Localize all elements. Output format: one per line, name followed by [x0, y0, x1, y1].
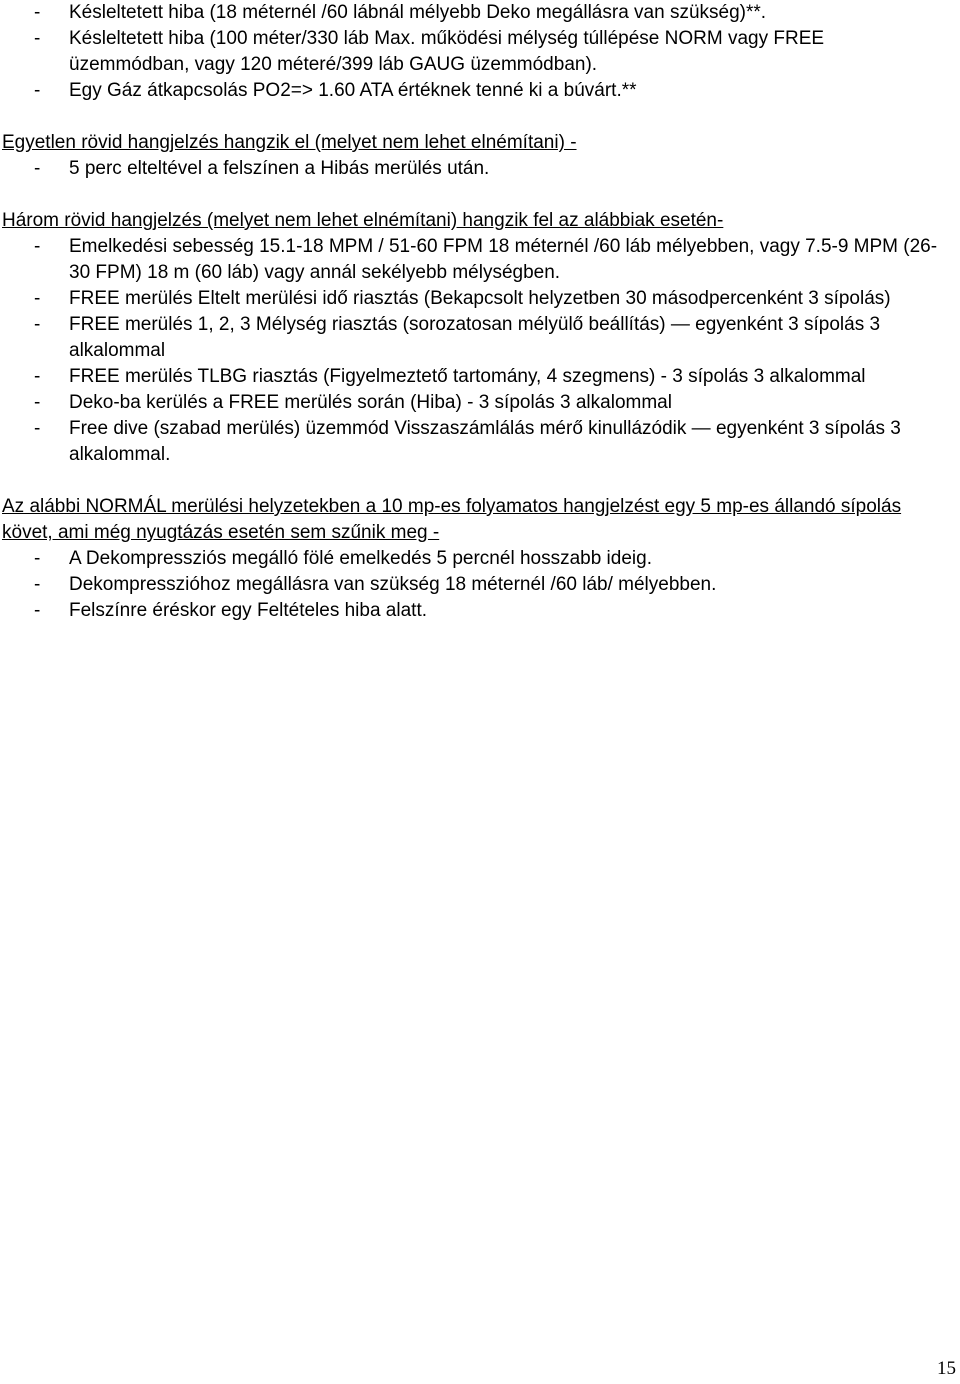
list-item: - FREE merülés TLBG riasztás (Figyelmeztető tartomány, 4 szegmens) - 3 sípolás 3 alkalommal [0, 364, 940, 390]
list-item: - FREE merülés Eltelt merülési idő riasztás (Bekapcsolt helyzetben 30 másodpercenként 3 sípolás) [0, 286, 940, 312]
list-item: - 5 perc elteltével a felszínen a Hibás merülés után. [0, 156, 940, 182]
list-item: - Felszínre éréskor egy Feltételes hiba alatt. [0, 598, 940, 624]
list-item: - Dekompresszióhoz megállásra van szükség 18 méternél /60 láb/ mélyebben. [0, 572, 940, 598]
normal-situations-heading: Az alábbi NORMÁL merülési helyzetekben a 10 mp-es folyamatos hangjelzést egy 5 mp-es állandó sípolás követ, ami még nyugtázás esetén sem szűnik meg - [2, 496, 902, 543]
list-item: - A Dekompressziós megálló fölé emelkedés 5 percnél hosszabb ideig. [0, 546, 940, 572]
list-item: - Késleltetett hiba (18 méternél /60 lábnál mélyebb Deko megállásra van szükség)**. [0, 0, 940, 26]
page-number: 15 [937, 1358, 956, 1379]
list-item: - Késleltetett hiba (100 méter/330 láb Max. működési mélység túllépése NORM vagy FREE üzemmódban, vagy 120 méteré/399 láb GAUG üzemmódban). [0, 26, 940, 78]
normal-situations-list [0, 546, 940, 624]
list-item: - Egy Gáz átkapcsolás PO2=> 1.60 ATA értéknek tenné ki a búvárt.** [0, 78, 940, 104]
single-beep-heading: Egyetlen rövid hangjelzés hangzik el (melyet nem lehet elnémítani) - [2, 132, 577, 153]
three-beep-list [0, 234, 940, 468]
intro-list [0, 0, 940, 104]
paragraph-spacer [0, 182, 940, 208]
document-body [0, 0, 940, 624]
list-item: - Deko-ba kerülés a FREE merülés során (Hiba) - 3 sípolás 3 alkalommal [0, 390, 940, 416]
three-beep-heading: Három rövid hangjelzés (melyet nem lehet elnémítani) hangzik fel az alábbiak esetén- [2, 210, 724, 231]
list-item: - FREE merülés 1, 2, 3 Mélység riasztás (sorozatosan mélyülő beállítás) ― egyenként 3 sípolás 3 alkalommal [0, 312, 940, 364]
single-beep-list [0, 156, 940, 182]
list-item: - Free dive (szabad merülés) üzemmód Visszaszámlálás mérő kinullázódik ― egyenként 3 sípolás 3 alkalommal. [0, 416, 940, 468]
list-item: - Emelkedési sebesség 15.1-18 MPM / 51-60 FPM 18 méternél /60 láb mélyebben, vagy 7.5-9 MPM (26-30 FPM) 18 m (60 láb) vagy annál sekélyebb mélységben. [0, 234, 940, 286]
paragraph-spacer [0, 468, 940, 494]
paragraph-spacer [0, 104, 940, 130]
